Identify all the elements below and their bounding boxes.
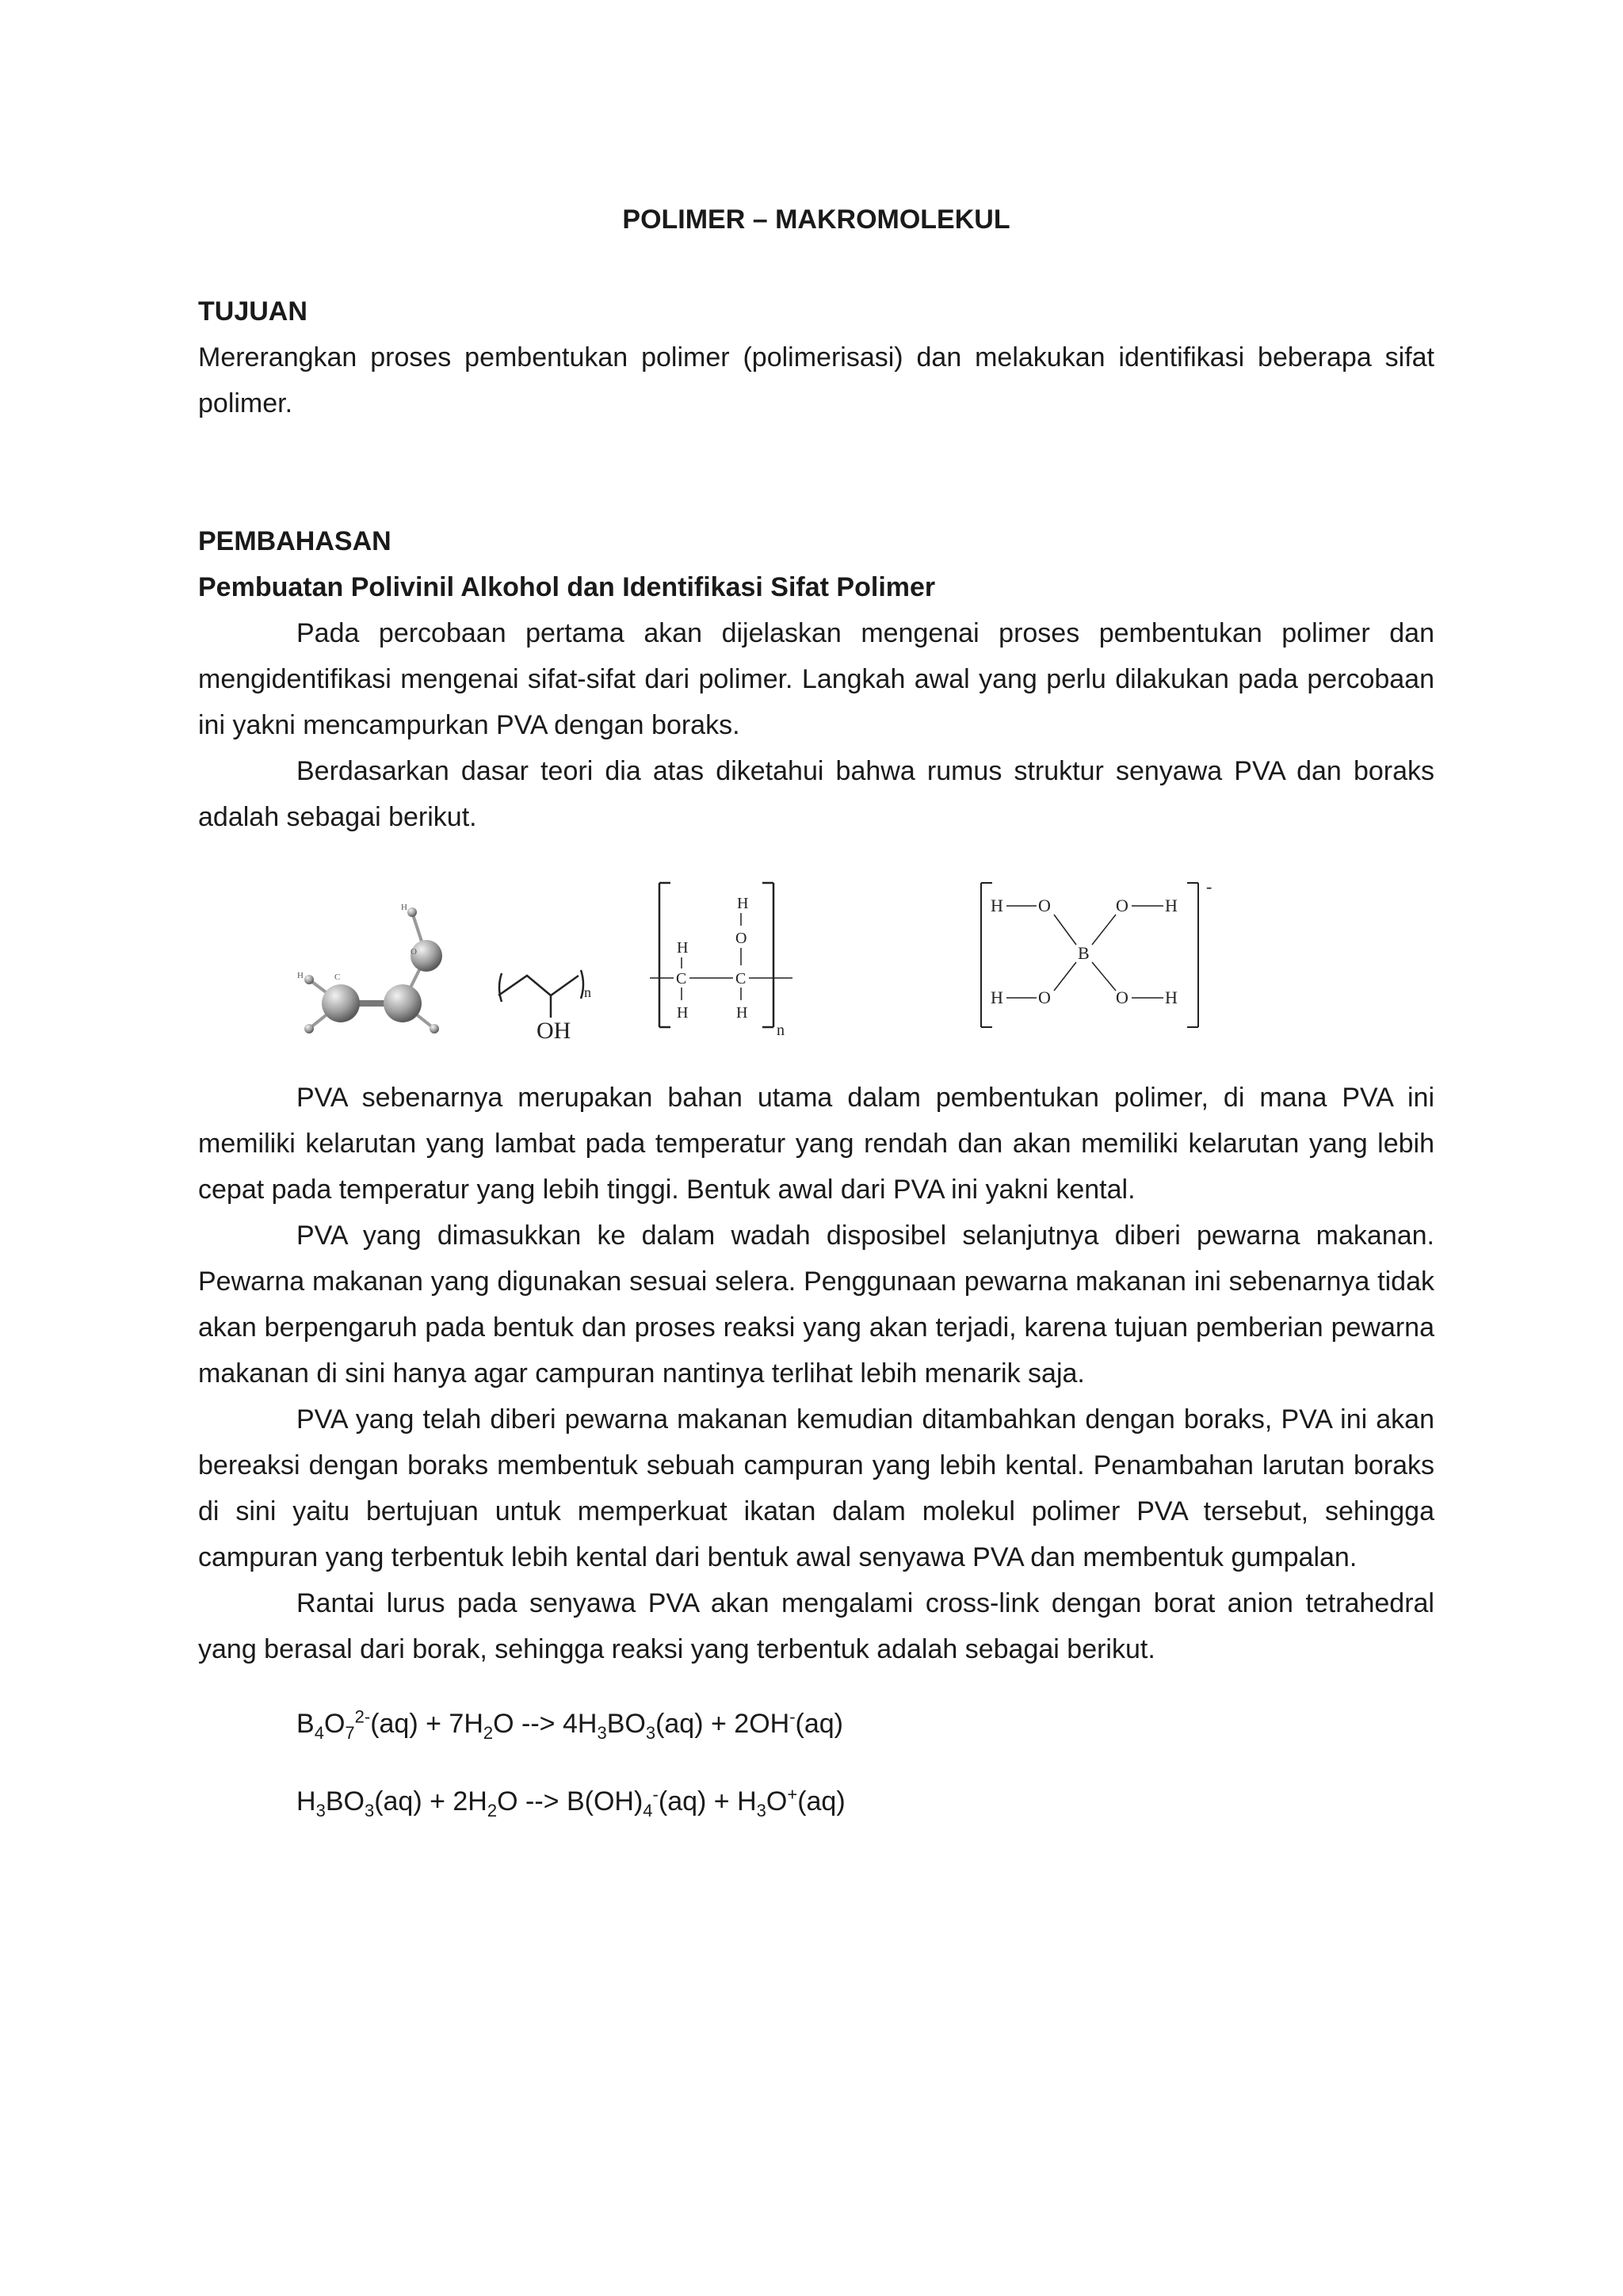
svg-text:C: C [334, 972, 341, 982]
svg-text:H: H [991, 988, 1003, 1007]
svg-text:O: O [1116, 896, 1128, 915]
svg-text:H: H [991, 896, 1003, 915]
structure-figures [198, 877, 1434, 1046]
reaction-equations [198, 1701, 1434, 1824]
paragraph-1: Pada percobaan pertama akan dijelaskan mengenai proses pembentukan polimer dan mengidentifikasi mengenai sifat-sifat dari polimer. Langkah awal yang perlu dilakukan pada percobaan ini yakni mencampurkan PVA dengan boraks. [198, 618, 1434, 740]
pembahasan-heading: PEMBAHASAN [198, 526, 391, 556]
paragraph-5: PVA yang telah diberi pewarna makanan kemudian ditambahkan dengan boraks, PVA ini akan bereaksi dengan boraks membentuk sebuah campuran yang lebih kental. Penambahan larutan boraks di sini yaitu bertujuan untuk memperkuat ikatan dalam molekul polimer PVA tersebut, sehingga campuran yang terbentuk lebih kental dari bentuk awal senyawa PVA dan membentuk gumpalan. [198, 1404, 1434, 1572]
pembahasan-subheading: Pembuatan Polivinil Alkohol dan Identifikasi Sifat Polimer [198, 572, 936, 602]
svg-text:H: H [677, 939, 689, 957]
svg-text:O: O [735, 930, 747, 947]
pva-ball-model [285, 892, 475, 1051]
equation-1: $B_4O_7^{2-}(aq) + 7H_2O$ --> $4H_3BO_3(aq) + 2OH^-(aq)$ [296, 1706, 843, 1743]
tujuan-text: Mererangkan proses pembentukan polimer (polimerisasi) dan melakukan identifikasi beberapa sifat polimer. [198, 342, 1434, 418]
svg-text:n: n [777, 1022, 785, 1039]
svg-text:C: C [676, 970, 687, 988]
borate-anion-structure [975, 877, 1236, 1035]
pva-skeletal-formula [495, 932, 606, 1043]
svg-text:H: H [401, 903, 407, 912]
svg-text:O: O [1038, 896, 1051, 915]
svg-text:B: B [1078, 943, 1090, 963]
svg-text:O: O [1116, 988, 1128, 1007]
svg-text:O: O [411, 947, 417, 957]
paragraph-6: Rantai lurus pada senyawa PVA akan mengalami cross-link dengan borat anion tetrahedral yang berasal dari borak, sehingga reaksi yang terbentuk adalah sebagai berikut. [198, 1588, 1434, 1664]
svg-text:H: H [737, 895, 749, 912]
svg-text:n: n [584, 984, 591, 1000]
svg-text:C: C [735, 970, 747, 988]
svg-text:H: H [1165, 896, 1178, 915]
svg-text:-: - [1206, 877, 1212, 896]
svg-text:OH: OH [537, 1018, 571, 1043]
document-title: POLIMER – MAKROMOLEKUL [622, 204, 1010, 235]
svg-text:H: H [736, 1004, 748, 1022]
svg-text:H: H [1165, 988, 1178, 1007]
svg-text:H: H [677, 1004, 689, 1022]
tujuan-heading: TUJUAN [198, 296, 307, 327]
paragraph-2: Berdasarkan dasar teori dia atas diketahui bahwa rumus struktur senyawa PVA dan boraks adalah sebagai berikut. [198, 756, 1434, 832]
equation-2: $H_3BO_3(aq) + 2H_2O$ --> $B(OH)_4^-(aq) + H_3O^+(aq)$ [296, 1784, 846, 1820]
document-page [198, 197, 1434, 1824]
paragraph-4: PVA yang dimasukkan ke dalam wadah disposibel selanjutnya diberi pewarna makanan. Pewarna makanan yang digunakan sesuai selera. Penggunaan pewarna makanan ini sebenarnya tidak akan berpengaruh pada bentuk dan proses reaksi yang akan terjadi, karena tujuan pemberian pewarna makanan di sini hanya agar campuran nantinya terlihat lebih menarik saja. [198, 1221, 1434, 1389]
paragraph-3: PVA sebenarnya merupakan bahan utama dalam pembentukan polimer, di mana PVA ini memiliki kelarutan yang lambat pada temperatur yang rendah dan akan memiliki kelarutan yang lebih cepat pada temperatur yang lebih tinggi. Bentuk awal dari PVA ini yakni kental. [198, 1083, 1434, 1205]
svg-text:O: O [1038, 988, 1051, 1007]
svg-text:H: H [297, 971, 304, 980]
pva-structural-formula [650, 877, 808, 1043]
